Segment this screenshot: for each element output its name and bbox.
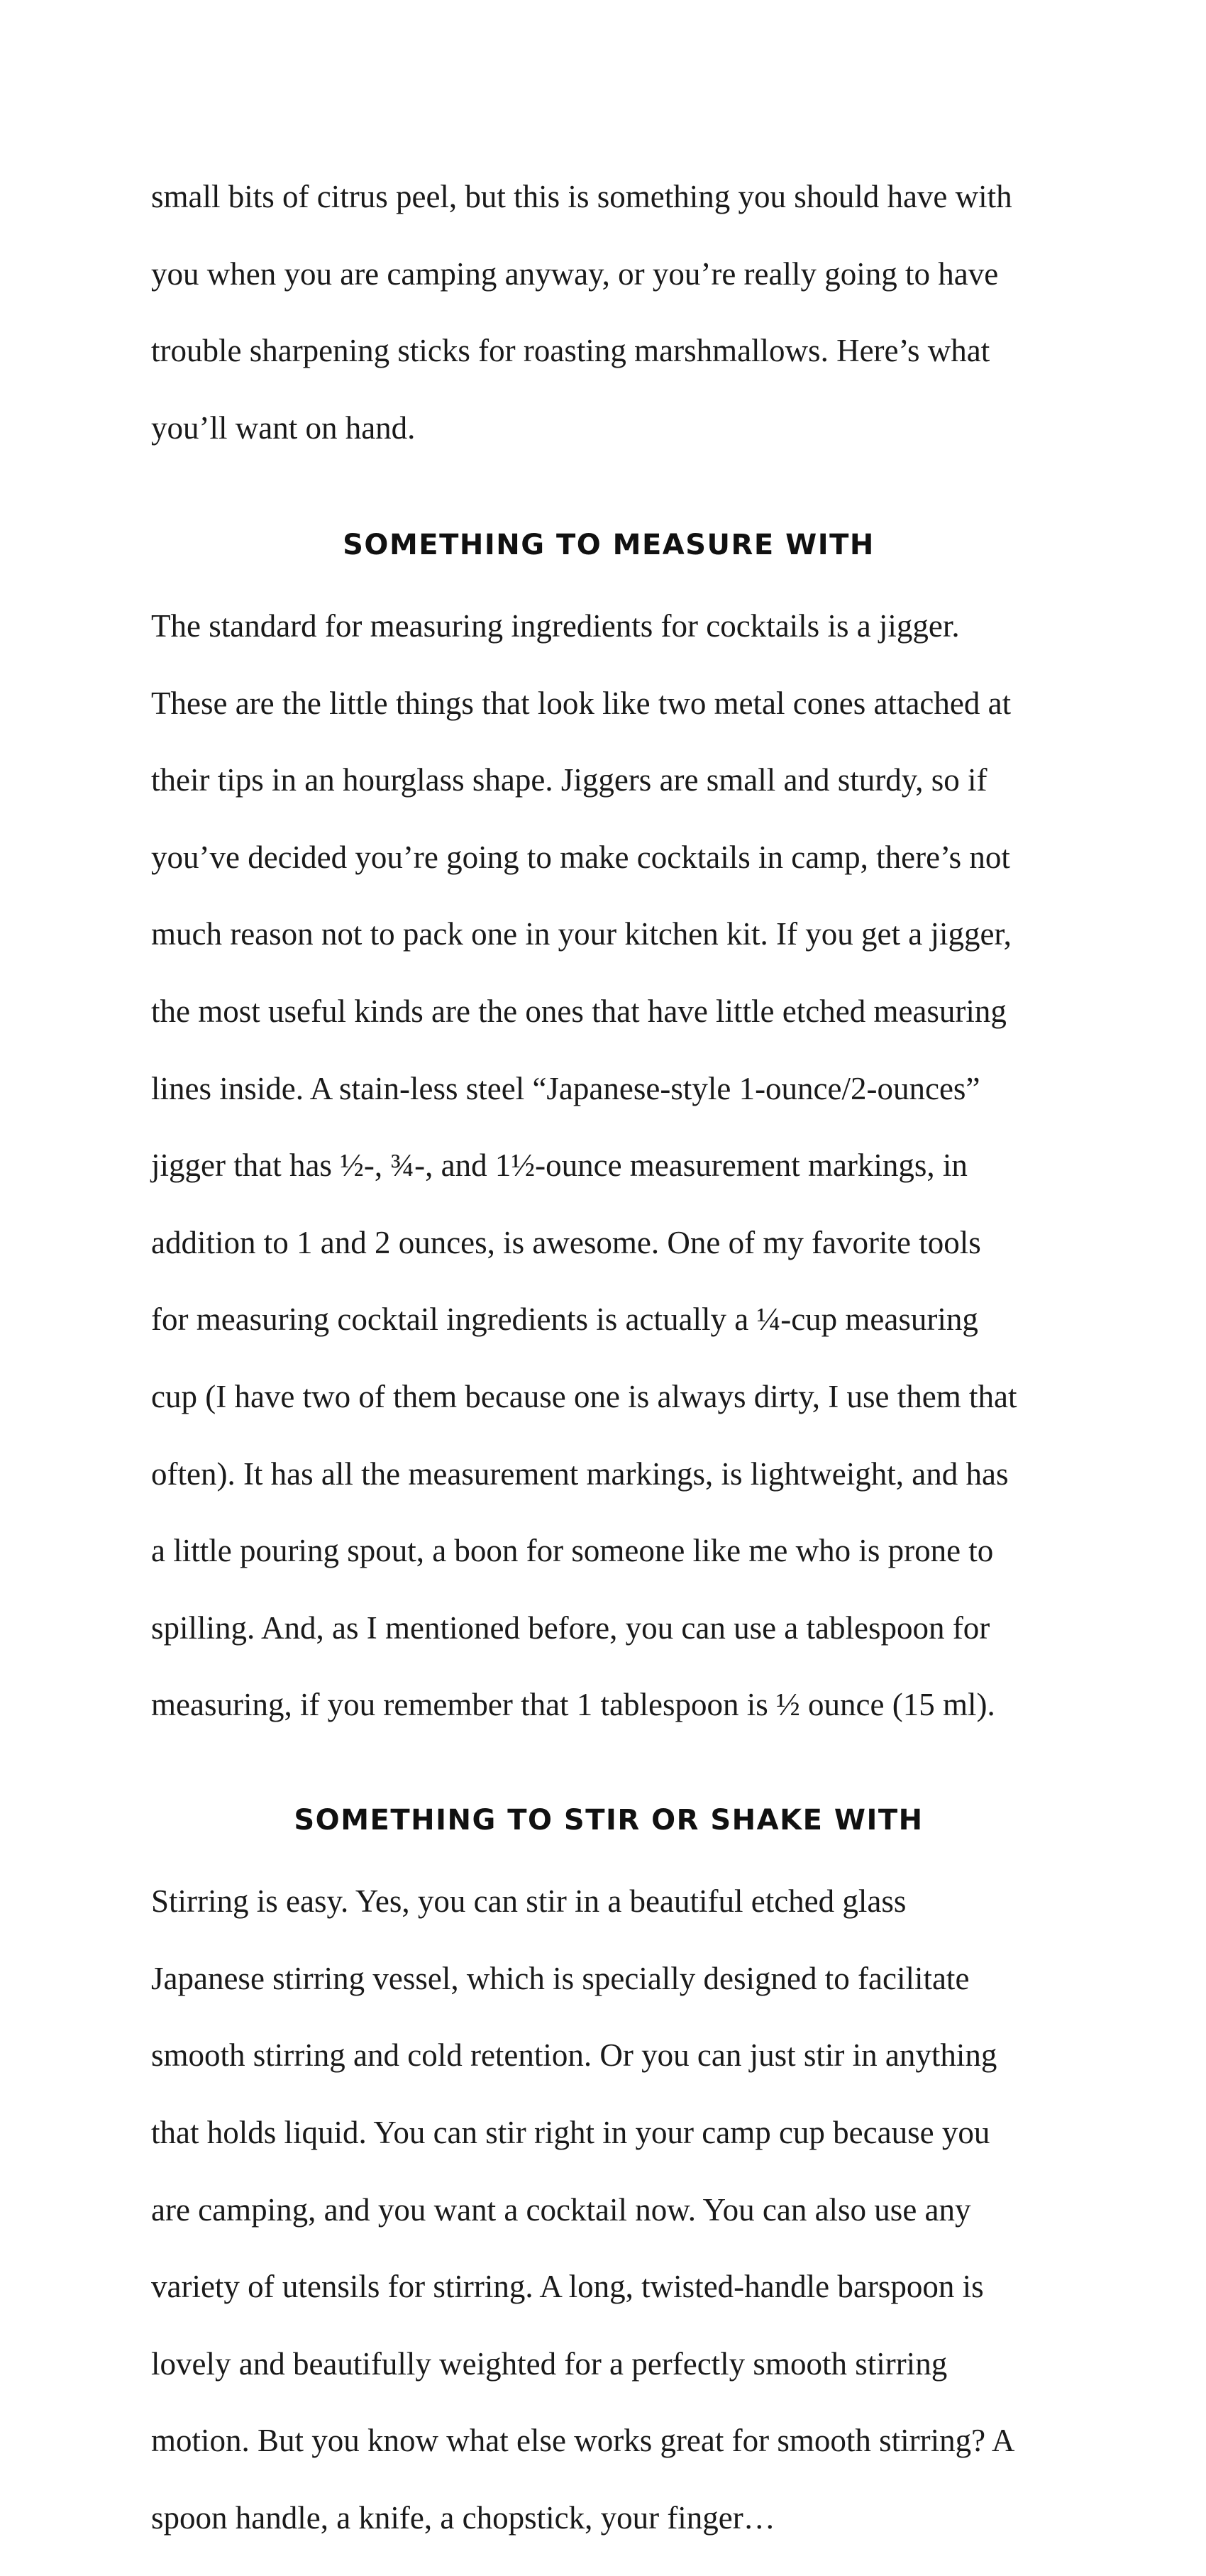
text-line: Stirring is easy. Yes, you can stir in a beautiful etched glass (151, 1883, 907, 1920)
text-line: you when you are camping anyway, or you’re really going to have (151, 255, 999, 292)
text-line: variety of utensils for stirring. A long, twisted-handle barspoon is (151, 2269, 984, 2305)
text-line: measuring, if you remember that 1 tablespoon is ½ ounce (15 ml). (151, 1687, 995, 1723)
text-line: much reason not to pack one in your kitchen kit. If you get a jigger, (151, 916, 1012, 952)
text-line: cup (I have two of them because one is always dirty, I use them that (151, 1378, 1017, 1414)
text-line: trouble sharpening sticks for roasting marshmallows. Here’s what (151, 333, 990, 369)
intro-paragraph (151, 139, 1066, 486)
text-line: small bits of citrus peel, but this is something you should have with (151, 179, 1012, 215)
text-line: a little pouring spout, a boon for someone like me who is prone to (151, 1533, 994, 1569)
text-line: often). It has all the measurement markings, is lightweight, and has (151, 1455, 1009, 1492)
section-heading-stir: SOMETHING TO STIR OR SHAKE WITH (294, 1803, 924, 1837)
text-line: their tips in an hourglass shape. Jiggers are small and sturdy, so if (151, 762, 988, 798)
text-line: The standard for measuring ingredients for cocktails is a jigger. (151, 607, 960, 644)
text-line: addition to 1 and 2 ounces, is awesome. One of my favorite tools (151, 1224, 981, 1260)
text-line: the most useful kinds are the ones that have little etched measuring (151, 993, 1007, 1029)
measure-paragraph (151, 568, 1066, 1763)
text-line: that holds liquid. You can stir right in your camp cup because you (151, 2114, 990, 2150)
text-line: smooth stirring and cold retention. Or you can just stir in anything (151, 2037, 997, 2074)
text-line: motion. But you know what else works great for smooth stirring? A (151, 2423, 1015, 2459)
text-line: for measuring cocktail ingredients is actually a ¼-cup measuring (151, 1301, 978, 1338)
text-line: lovely and beautifully weighted for a perfectly smooth stirring (151, 2345, 948, 2382)
text-line: These are the little things that look like two metal cones attached at (151, 685, 1012, 721)
text-line: lines inside. A stain-less steel “Japanese-style 1-ounce/2-ounces” (151, 1070, 980, 1106)
text-line: spilling. And, as I mentioned before, you can use a tablespoon for (151, 1609, 990, 1646)
text-line: are camping, and you want a cocktail now. You can also use any (151, 2191, 971, 2228)
text-line: you’ll want on hand. (151, 410, 416, 446)
text-line: spoon handle, a knife, a chopstick, your finger… (151, 2499, 775, 2536)
page-content (151, 139, 1066, 2576)
section-heading-measure: SOMETHING TO MEASURE WITH (343, 528, 875, 561)
text-line: jigger that has ½-, ¾-, and 1½-ounce measurement markings, in (151, 1147, 968, 1184)
stir-paragraph (151, 1844, 1066, 2576)
text-line: you’ve decided you’re going to make cocktails in camp, there’s not (151, 839, 1010, 875)
text-line: Japanese stirring vessel, which is specially designed to facilitate (151, 1960, 970, 1996)
